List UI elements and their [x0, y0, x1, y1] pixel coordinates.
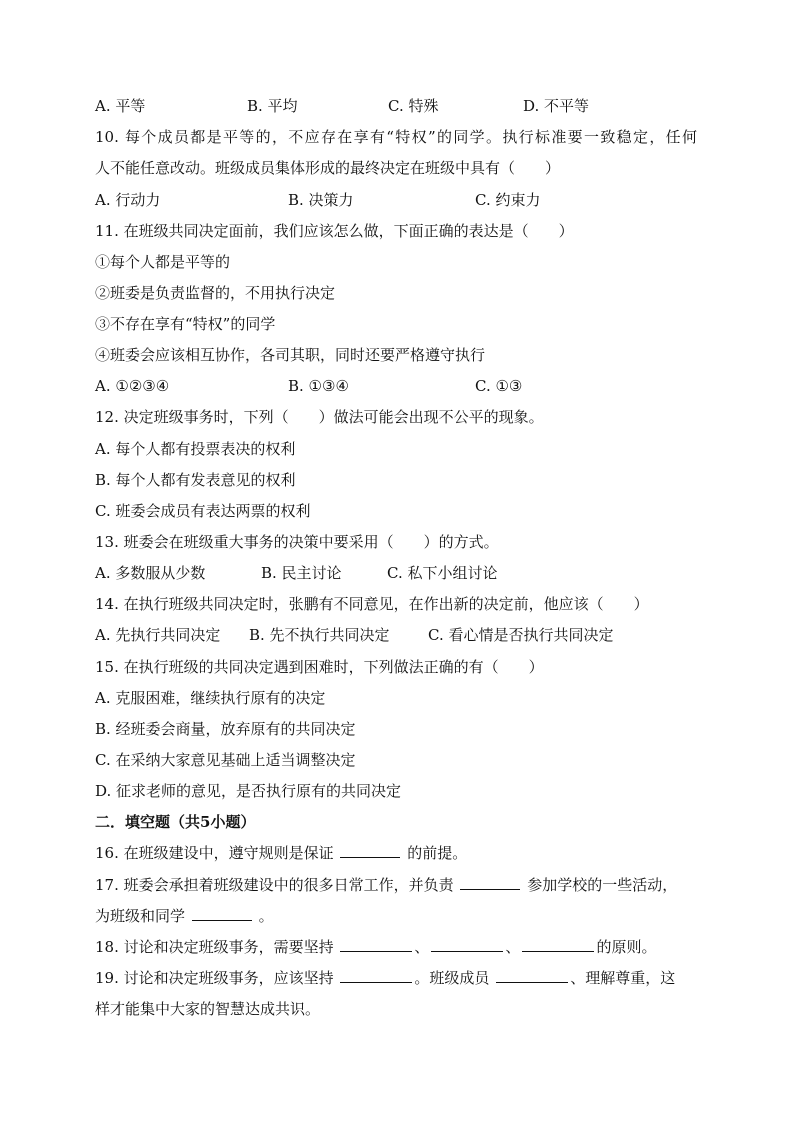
q19-text-1: 19. 讨论和决定班级事务，应该坚持 — [95, 969, 334, 987]
q14-options — [95, 623, 699, 647]
q18 — [95, 935, 699, 959]
q18-blank-2 — [431, 935, 503, 952]
q17-line1 — [95, 873, 699, 897]
q11-stem: 11. 在班级共同决定面前，我们应该怎么做，下面正确的表达是（ ） — [95, 222, 574, 240]
q18-sep-2: 、 — [505, 938, 521, 956]
q11-option-b: B. ①③④ — [288, 377, 349, 395]
q17-blank-1 — [460, 873, 520, 890]
q12-option-c: C. 班委会成员有表达两票的权利 — [95, 502, 311, 520]
q11-option-c: C. ①③ — [475, 377, 523, 395]
q18-text-1: 18. 讨论和决定班级事务，需要坚持 — [95, 938, 334, 956]
q10-options — [95, 188, 699, 212]
q14-stem: 14. 在执行班级共同决定时，张鹏有不同意见，在作出新的决定前，他应该（ ） — [95, 595, 649, 613]
q11-options — [95, 374, 699, 398]
q19-line1 — [95, 966, 699, 990]
q17-text-2: 参加学校的一些活动， — [527, 876, 678, 894]
q17-text-1: 17. 班委会承担着班级建设中的很多日常工作，并负责 — [95, 876, 454, 894]
q19-text-2: 。班级成员 — [414, 969, 490, 987]
q15-stem: 15. 在执行班级的共同决定遇到困难时，下列做法正确的有（ ） — [95, 658, 544, 676]
q10-stem-line2: 人不能任意改动。班级成员集体形成的最终决定在班级中具有（ ） — [95, 159, 561, 177]
q16-text-2: 的前提。 — [407, 844, 468, 862]
q10-option-a: A. 行动力 — [95, 191, 161, 209]
q18-sep-1: 、 — [414, 938, 430, 956]
q15-option-c: C. 在采纳大家意见基础上适当调整决定 — [95, 751, 356, 769]
q14-option-b: B. 先不执行共同决定 — [249, 626, 390, 644]
q9-options — [95, 94, 699, 118]
q10-option-c: C. 约束力 — [475, 191, 541, 209]
q19-text-3: 、理解尊重，这 — [570, 969, 676, 987]
section-heading-fill-in: 二．填空题（共5小题） — [95, 813, 256, 831]
q16 — [95, 841, 699, 865]
q18-blank-1 — [340, 935, 412, 952]
q10-option-b: B. 决策力 — [288, 191, 354, 209]
q19-blank-2 — [496, 966, 568, 983]
q17-text-4: 。 — [258, 907, 274, 925]
q13-options — [95, 561, 699, 585]
q11-item-2: ②班委是负责监督的，不用执行决定 — [95, 284, 336, 302]
q10-stem-line1: 10. 每个成员都是平等的，不应存在享有“特权”的同学。执行标准要一致稳定，任何 — [95, 128, 697, 146]
q13-option-a: A. 多数服从少数 — [95, 564, 206, 582]
q13-stem: 13. 班委会在班级重大事务的决策中要采用（ ）的方式。 — [95, 533, 499, 551]
q9-option-d: D. 不平等 — [523, 97, 590, 115]
q12-option-a: A. 每个人都有投票表决的权利 — [95, 440, 296, 458]
q17-line2 — [95, 904, 699, 928]
q16-text-1: 16. 在班级建设中，遵守规则是保证 — [95, 844, 334, 862]
q11-option-a: A. ①②③④ — [95, 377, 170, 395]
q16-blank — [340, 841, 400, 858]
q17-text-3: 为班级和同学 — [95, 907, 186, 925]
q12-option-b: B. 每个人都有发表意见的权利 — [95, 471, 296, 489]
q13-option-c: C. 私下小组讨论 — [387, 564, 498, 582]
q14-option-c: C. 看心情是否执行共同决定 — [428, 626, 614, 644]
q12-stem: 12. 决定班级事务时，下列（ ）做法可能会出现不公平的现象。 — [95, 408, 544, 426]
q11-item-3: ③不存在享有“特权”的同学 — [95, 315, 276, 333]
q9-option-b: B. 平均 — [247, 97, 298, 115]
q9-option-a: A. 平等 — [95, 97, 146, 115]
q11-item-4: ④班委会应该相互协作，各司其职，同时还要严格遵守执行 — [95, 346, 486, 364]
q14-option-a: A. 先执行共同决定 — [95, 626, 221, 644]
q19-line2: 样才能集中大家的智慧达成共识。 — [95, 1000, 321, 1018]
q13-option-b: B. 民主讨论 — [261, 564, 342, 582]
q9-option-c: C. 特殊 — [388, 97, 439, 115]
q18-blank-3 — [522, 935, 594, 952]
q15-option-d: D. 征求老师的意见，是否执行原有的共同决定 — [95, 782, 402, 800]
q19-blank-1 — [340, 966, 412, 983]
q15-option-b: B. 经班委会商量，放弃原有的共同决定 — [95, 720, 356, 738]
q11-item-1: ①每个人都是平等的 — [95, 253, 231, 271]
q17-blank-2 — [192, 904, 252, 921]
q18-text-2: 的原则。 — [596, 938, 657, 956]
q15-option-a: A. 克服困难，继续执行原有的决定 — [95, 689, 326, 707]
